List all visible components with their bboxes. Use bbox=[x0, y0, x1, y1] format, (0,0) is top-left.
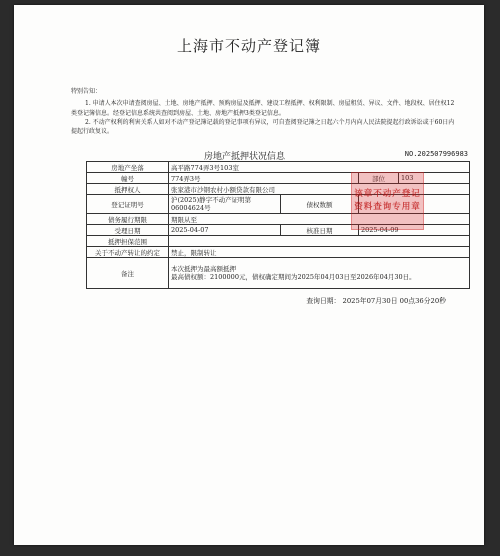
transfer-value: 禁止，限制转让 bbox=[169, 247, 470, 258]
approve-date-label: 核准日期 bbox=[281, 225, 359, 236]
transfer-label: 关于不动产转让的约定 bbox=[87, 247, 169, 258]
location-value: 高平路774弄3号103室 bbox=[169, 162, 470, 173]
document-page bbox=[14, 5, 484, 545]
claim-amount-label: 债权数额 bbox=[281, 195, 359, 214]
record-number: NO.202507996983 bbox=[404, 150, 468, 158]
remarks-line-1: 本次抵押为最高额抵押 bbox=[171, 265, 236, 273]
cert-no-label: 登记证明号 bbox=[87, 195, 169, 214]
remarks-value bbox=[169, 258, 470, 289]
location-label: 房地产坐落 bbox=[87, 162, 169, 173]
unit-label: 部位 bbox=[359, 173, 399, 184]
approve-date-value: 2025-04-09 bbox=[359, 225, 470, 236]
mortgagee-label: 抵押权人 bbox=[87, 184, 169, 195]
accept-date-label: 受理日期 bbox=[87, 225, 169, 236]
remarks-label: 备注 bbox=[87, 258, 169, 289]
unit-value: 103 bbox=[399, 173, 470, 184]
notice-heading: 特别告知： bbox=[71, 88, 102, 95]
building-no-label: 幢号 bbox=[87, 173, 169, 184]
accept-date-value: 2025-04-07 bbox=[169, 225, 281, 236]
term-value: 期限从至 bbox=[169, 214, 470, 225]
scope-label: 抵押担保范围 bbox=[87, 236, 169, 247]
scope-value bbox=[169, 236, 470, 247]
table-row bbox=[87, 236, 470, 247]
notice-paragraph-2: 2. 不动产权利的利害关系人如对不动产登记簿记载的登记事项有异议，可自查阅登记簿之日起六个月内向人民法院提起行政诉讼或于60日内提起行政复议。 bbox=[71, 118, 455, 136]
table-row bbox=[87, 247, 470, 258]
term-label: 债务履行期限 bbox=[87, 214, 169, 225]
table-row bbox=[87, 162, 470, 173]
official-seal-stamp bbox=[351, 172, 424, 230]
notice-paragraph-1: 1. 申请人本次申请查阅房屋、土地、房地产抵押、预购房屋及抵押、建设工程抵押、权利限制、房屋租赁、异议、文件、地段权、居住权12类登记簿信息。经登记信息系统共查阅到房屋、土地、房地产抵押3类登记信息。 bbox=[71, 100, 455, 117]
building-no-value: 774弄3号 bbox=[169, 173, 359, 184]
document-title: 上海市不动产登记簿 bbox=[176, 37, 321, 55]
remarks-line-2: 最高债权额：2100000元，债权确定期间为2025年04月03日至2026年04月30日。 bbox=[171, 273, 416, 281]
section-title: 房地产抵押状况信息 bbox=[204, 152, 286, 162]
table-row bbox=[87, 258, 470, 289]
seal-line-1: 该章不动产登记 bbox=[354, 189, 421, 199]
cert-no-value: 沪(2025)静字不动产证明第06004624号 bbox=[169, 195, 281, 214]
seal-line-2: 资料查询专用章 bbox=[354, 202, 421, 212]
mortgagee-value: 张家港市沙钢农村小额贷款有限公司 bbox=[169, 184, 470, 195]
special-notice bbox=[71, 87, 456, 136]
query-date: 查询日期： 2025年07月30日 00点36分20秒 bbox=[306, 297, 446, 305]
